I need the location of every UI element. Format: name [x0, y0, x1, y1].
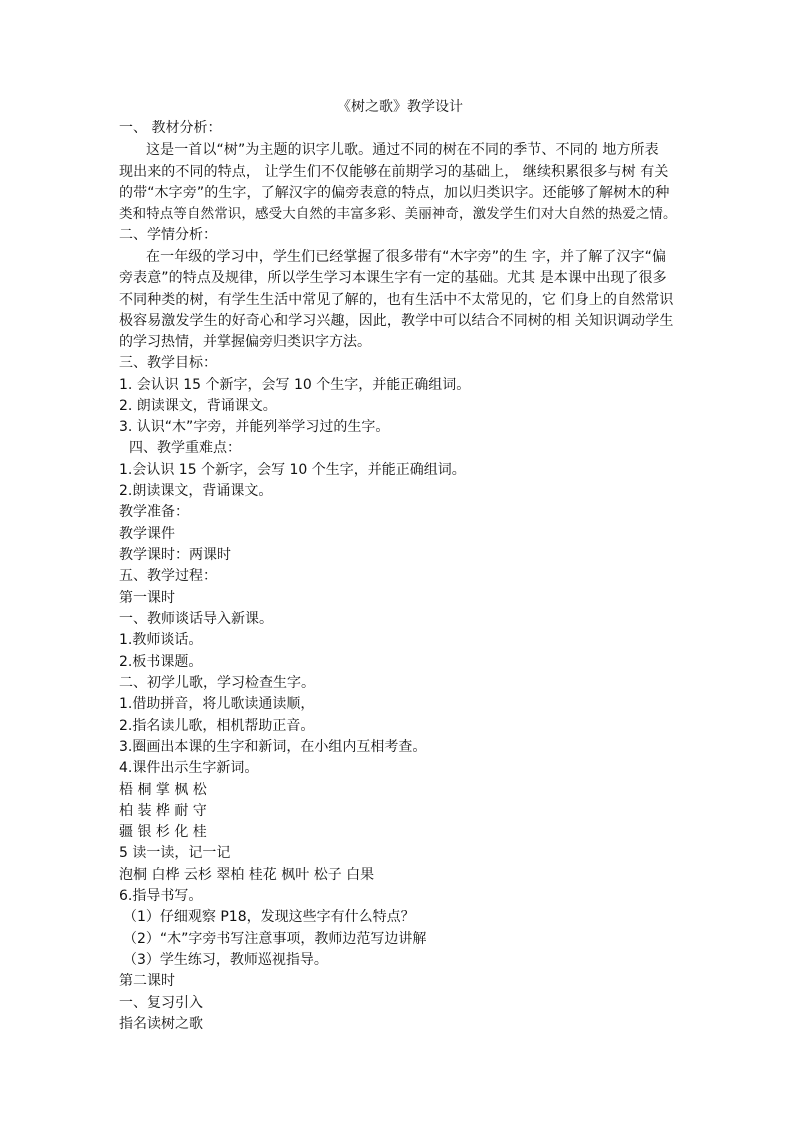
- lesson-one-heading: 第一课时: [119, 590, 175, 606]
- list-item: 2.指名读儿歌，相机帮助正音。: [119, 718, 315, 734]
- list-item: 1.借助拼音，将儿歌读通读顺，: [119, 696, 315, 712]
- key-point-item: 1.会认识 15 个新字，会写 10 个生字，并能正确组词。: [119, 462, 466, 478]
- section-heading-learner-analysis: 二、学情分析：: [119, 227, 217, 243]
- section-heading-teaching-goals: 三、教学目标：: [119, 355, 217, 371]
- paragraph-line: 不同种类的树，有学生生活中常见了解的，也有生活中不太常见的，它 们身上的自然常识: [119, 292, 674, 308]
- paragraph-line: 这是一首以“树”为主题的识字儿歌。通过不同的树在不同的季节、不同的 地方所表: [146, 142, 659, 158]
- prep-value: 教学课件: [119, 526, 175, 542]
- paragraph-line: 现出来的不同的特点， 让学生们不仅能够在前期学习的基础上， 继续积累很多与树 有关: [119, 164, 669, 180]
- section-heading-key-points: 四、教学重难点：: [129, 440, 241, 456]
- class-hours: 教学课时：两课时: [119, 547, 231, 563]
- section-heading-teaching-process: 五、教学过程：: [119, 568, 217, 584]
- character-row: 疆 银 杉 化 桂: [119, 824, 207, 840]
- list-item: 4.课件出示生字新词。: [119, 760, 259, 776]
- character-row: 梧 桐 掌 枫 松: [119, 782, 207, 798]
- lesson-one-part-two: 二、初学儿歌，学习检查生字。: [119, 675, 315, 691]
- word-list: 泡桐 白桦 云杉 翠柏 桂花 枫叶 松子 白果: [119, 867, 375, 883]
- list-item: 2.板书课题。: [119, 654, 203, 670]
- lesson-two-heading: 第二课时: [119, 973, 175, 989]
- guide-item: （1）仔细观察 P18，发现这些字有什么特点？: [123, 909, 415, 925]
- character-row: 柏 装 桦 耐 守: [119, 803, 207, 819]
- guide-item: （2）“木”字旁书写注意事项，教师边范写边讲解: [123, 931, 427, 947]
- key-point-item: 2.朗读课文，背诵课文。: [119, 483, 273, 499]
- writing-guide-heading: 6.指导书写。: [119, 888, 203, 904]
- goal-item: 2. 朗读课文，背诵课文。: [119, 398, 277, 414]
- paragraph-line: 极容易激发学生的好奇心和学习兴趣，因此，教学中可以结合不同树的相 关知识调动学生: [119, 313, 674, 329]
- paragraph-line: 的带“木字旁”的生字，了解汉字的偏旁表意的特点，加以归类识字。还能够了解树木的种: [119, 185, 670, 201]
- list-item: 1.教师谈话。: [119, 632, 203, 648]
- paragraph-line: 在一年级的学习中，学生们已经掌握了很多带有“木字旁”的生 字，并了解了汉字“偏: [146, 249, 667, 265]
- list-item: 指名读树之歌: [119, 1016, 203, 1032]
- goal-item: 1. 会认识 15 个新字，会写 10 个生字，并能正确组词。: [119, 377, 471, 393]
- goal-item: 3. 认识“木”字旁，并能列举学习过的生字。: [119, 419, 390, 435]
- section-heading-textbook-analysis: 一、 教材分析：: [119, 120, 222, 136]
- paragraph-line: 的学习热情，并掌握偏旁归类识字方法。: [119, 334, 371, 350]
- prep-heading: 教学准备：: [119, 504, 189, 520]
- paragraph-line: 旁表意”的特点及规律，所以学生学习本课生字有一定的基础。尤其 是本课中出现了很多: [119, 270, 667, 286]
- guide-item: （3）学生练习，教师巡视指导。: [123, 952, 328, 968]
- lesson-one-part-one: 一、教师谈话导入新课。: [119, 611, 273, 627]
- lesson-two-part-one: 一、复习引入: [119, 995, 203, 1011]
- document-title: 《树之歌》教学设计: [337, 99, 463, 115]
- paragraph-line: 类和特点等自然常识，感受大自然的丰富多彩、美丽神奇，激发学生们对大自然的热爱之情。: [119, 206, 677, 222]
- read-and-remember-heading: 5 读一读，记一记: [119, 845, 231, 861]
- list-item: 3.圈画出本课的生字和新词，在小组内互相考查。: [119, 739, 427, 755]
